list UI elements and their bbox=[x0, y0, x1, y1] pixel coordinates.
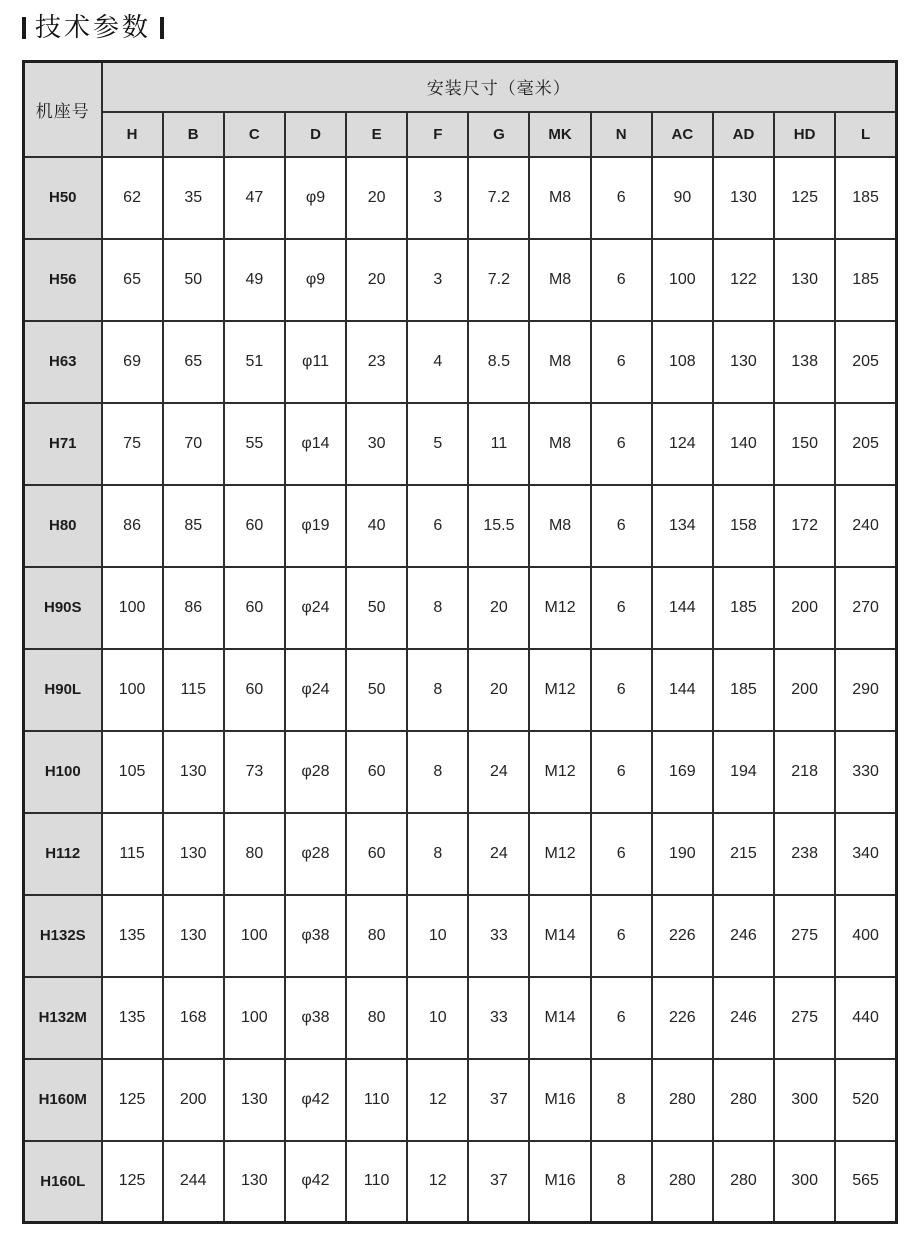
column-header-g: G bbox=[468, 112, 529, 157]
cell-h56-e: 20 bbox=[346, 239, 407, 321]
row-label-h63: H63 bbox=[24, 321, 102, 403]
cell-h100-g: 24 bbox=[468, 731, 529, 813]
title-left-bar-decoration bbox=[22, 17, 26, 39]
row-label-h56: H56 bbox=[24, 239, 102, 321]
cell-h90l-e: 50 bbox=[346, 649, 407, 731]
cell-h160l-n: 8 bbox=[591, 1141, 652, 1223]
column-header-n: N bbox=[591, 112, 652, 157]
cell-h90s-f: 8 bbox=[407, 567, 468, 649]
cell-h90l-l: 290 bbox=[835, 649, 896, 731]
cell-h160l-g: 37 bbox=[468, 1141, 529, 1223]
cell-h63-e: 23 bbox=[346, 321, 407, 403]
column-header-hd: HD bbox=[774, 112, 835, 157]
cell-h90l-g: 20 bbox=[468, 649, 529, 731]
cell-h50-e: 20 bbox=[346, 157, 407, 239]
cell-h112-l: 340 bbox=[835, 813, 896, 895]
column-header-e: E bbox=[346, 112, 407, 157]
cell-h160l-ac: 280 bbox=[652, 1141, 713, 1223]
cell-h160m-hd: 300 bbox=[774, 1059, 835, 1141]
cell-h132m-b: 168 bbox=[163, 977, 224, 1059]
cell-h132s-mk: M14 bbox=[529, 895, 590, 977]
cell-h90l-n: 6 bbox=[591, 649, 652, 731]
column-header-f: F bbox=[407, 112, 468, 157]
cell-h50-d: φ9 bbox=[285, 157, 346, 239]
column-header-d: D bbox=[285, 112, 346, 157]
cell-h71-g: 11 bbox=[468, 403, 529, 485]
cell-h112-g: 24 bbox=[468, 813, 529, 895]
cell-h90l-hd: 200 bbox=[774, 649, 835, 731]
cell-h80-h: 86 bbox=[102, 485, 163, 567]
cell-h50-b: 35 bbox=[163, 157, 224, 239]
cell-h90s-l: 270 bbox=[835, 567, 896, 649]
cell-h56-hd: 130 bbox=[774, 239, 835, 321]
cell-h63-c: 51 bbox=[224, 321, 285, 403]
cell-h112-hd: 238 bbox=[774, 813, 835, 895]
cell-h90l-f: 8 bbox=[407, 649, 468, 731]
cell-h90l-ad: 185 bbox=[713, 649, 774, 731]
cell-h132s-e: 80 bbox=[346, 895, 407, 977]
cell-h132m-c: 100 bbox=[224, 977, 285, 1059]
cell-h160m-g: 37 bbox=[468, 1059, 529, 1141]
table-row-h71 bbox=[24, 403, 897, 485]
cell-h132m-mk: M14 bbox=[529, 977, 590, 1059]
row-label-h100: H100 bbox=[24, 731, 102, 813]
cell-h112-mk: M12 bbox=[529, 813, 590, 895]
cell-h160l-l: 565 bbox=[835, 1141, 896, 1223]
cell-h132s-d: φ38 bbox=[285, 895, 346, 977]
cell-h132m-d: φ38 bbox=[285, 977, 346, 1059]
cell-h80-d: φ19 bbox=[285, 485, 346, 567]
row-label-h90s: H90S bbox=[24, 567, 102, 649]
column-header-b: B bbox=[163, 112, 224, 157]
cell-h132s-c: 100 bbox=[224, 895, 285, 977]
cell-h71-h: 75 bbox=[102, 403, 163, 485]
row-label-h112: H112 bbox=[24, 813, 102, 895]
cell-h80-e: 40 bbox=[346, 485, 407, 567]
cell-h160l-f: 12 bbox=[407, 1141, 468, 1223]
cell-h132m-ac: 226 bbox=[652, 977, 713, 1059]
cell-h160l-h: 125 bbox=[102, 1141, 163, 1223]
cell-h100-c: 73 bbox=[224, 731, 285, 813]
column-header-c: C bbox=[224, 112, 285, 157]
cell-h160l-ad: 280 bbox=[713, 1141, 774, 1223]
cell-h90l-b: 115 bbox=[163, 649, 224, 731]
table-row-h132s bbox=[24, 895, 897, 977]
cell-h100-f: 8 bbox=[407, 731, 468, 813]
group-header-mounting-dimensions: 安装尺寸（毫米） bbox=[102, 62, 897, 112]
table-row-h100 bbox=[24, 731, 897, 813]
cell-h71-hd: 150 bbox=[774, 403, 835, 485]
cell-h63-hd: 138 bbox=[774, 321, 835, 403]
table-row-h90s bbox=[24, 567, 897, 649]
cell-h90s-ad: 185 bbox=[713, 567, 774, 649]
cell-h50-ac: 90 bbox=[652, 157, 713, 239]
column-header-ac: AC bbox=[652, 112, 713, 157]
cell-h50-c: 47 bbox=[224, 157, 285, 239]
row-label-h132m: H132M bbox=[24, 977, 102, 1059]
cell-h112-d: φ28 bbox=[285, 813, 346, 895]
table-row-h80 bbox=[24, 485, 897, 567]
cell-h90s-hd: 200 bbox=[774, 567, 835, 649]
cell-h100-n: 6 bbox=[591, 731, 652, 813]
cell-h50-hd: 125 bbox=[774, 157, 835, 239]
cell-h160l-hd: 300 bbox=[774, 1141, 835, 1223]
cell-h50-n: 6 bbox=[591, 157, 652, 239]
cell-h90s-ac: 144 bbox=[652, 567, 713, 649]
cell-h132m-g: 33 bbox=[468, 977, 529, 1059]
cell-h71-d: φ14 bbox=[285, 403, 346, 485]
cell-h56-l: 185 bbox=[835, 239, 896, 321]
cell-h71-ad: 140 bbox=[713, 403, 774, 485]
cell-h50-l: 185 bbox=[835, 157, 896, 239]
cell-h63-l: 205 bbox=[835, 321, 896, 403]
technical-parameters-table bbox=[22, 60, 898, 1224]
table-row-h160m bbox=[24, 1059, 897, 1141]
cell-h112-f: 8 bbox=[407, 813, 468, 895]
cell-h80-l: 240 bbox=[835, 485, 896, 567]
cell-h56-ad: 122 bbox=[713, 239, 774, 321]
cell-h160m-b: 200 bbox=[163, 1059, 224, 1141]
cell-h80-n: 6 bbox=[591, 485, 652, 567]
cell-h160m-ac: 280 bbox=[652, 1059, 713, 1141]
cell-h56-d: φ9 bbox=[285, 239, 346, 321]
cell-h132m-e: 80 bbox=[346, 977, 407, 1059]
cell-h50-h: 62 bbox=[102, 157, 163, 239]
cell-h90s-mk: M12 bbox=[529, 567, 590, 649]
cell-h71-f: 5 bbox=[407, 403, 468, 485]
cell-h71-b: 70 bbox=[163, 403, 224, 485]
cell-h90s-g: 20 bbox=[468, 567, 529, 649]
cell-h112-b: 130 bbox=[163, 813, 224, 895]
cell-h71-mk: M8 bbox=[529, 403, 590, 485]
cell-h56-b: 50 bbox=[163, 239, 224, 321]
cell-h160l-b: 244 bbox=[163, 1141, 224, 1223]
cell-h63-b: 65 bbox=[163, 321, 224, 403]
cell-h80-f: 6 bbox=[407, 485, 468, 567]
table-row-h132m bbox=[24, 977, 897, 1059]
row-label-h132s: H132S bbox=[24, 895, 102, 977]
cell-h90s-e: 50 bbox=[346, 567, 407, 649]
cell-h90s-b: 86 bbox=[163, 567, 224, 649]
cell-h132s-g: 33 bbox=[468, 895, 529, 977]
cell-h160m-h: 125 bbox=[102, 1059, 163, 1141]
cell-h112-ac: 190 bbox=[652, 813, 713, 895]
cell-h71-n: 6 bbox=[591, 403, 652, 485]
cell-h56-f: 3 bbox=[407, 239, 468, 321]
cell-h132m-f: 10 bbox=[407, 977, 468, 1059]
cell-h80-ac: 134 bbox=[652, 485, 713, 567]
cell-h112-c: 80 bbox=[224, 813, 285, 895]
column-header-ad: AD bbox=[713, 112, 774, 157]
row-label-h160l: H160L bbox=[24, 1141, 102, 1223]
cell-h71-l: 205 bbox=[835, 403, 896, 485]
row-label-h90l: H90L bbox=[24, 649, 102, 731]
cell-h71-ac: 124 bbox=[652, 403, 713, 485]
cell-h63-d: φ11 bbox=[285, 321, 346, 403]
cell-h132m-n: 6 bbox=[591, 977, 652, 1059]
cell-h100-ac: 169 bbox=[652, 731, 713, 813]
cell-h132s-l: 400 bbox=[835, 895, 896, 977]
cell-h132m-ad: 246 bbox=[713, 977, 774, 1059]
table-row-h50 bbox=[24, 157, 897, 239]
cell-h112-e: 60 bbox=[346, 813, 407, 895]
corner-header-frame-number: 机座号 bbox=[24, 62, 102, 157]
cell-h160l-mk: M16 bbox=[529, 1141, 590, 1223]
cell-h50-mk: M8 bbox=[529, 157, 590, 239]
title-right-bar-decoration bbox=[160, 17, 164, 39]
cell-h71-e: 30 bbox=[346, 403, 407, 485]
cell-h132s-n: 6 bbox=[591, 895, 652, 977]
cell-h63-h: 69 bbox=[102, 321, 163, 403]
cell-h100-b: 130 bbox=[163, 731, 224, 813]
cell-h80-hd: 172 bbox=[774, 485, 835, 567]
table-row-h56 bbox=[24, 239, 897, 321]
cell-h132m-l: 440 bbox=[835, 977, 896, 1059]
table-row-h63 bbox=[24, 321, 897, 403]
cell-h160l-e: 110 bbox=[346, 1141, 407, 1223]
cell-h112-ad: 215 bbox=[713, 813, 774, 895]
cell-h132s-b: 130 bbox=[163, 895, 224, 977]
column-header-row bbox=[24, 112, 897, 157]
cell-h100-mk: M12 bbox=[529, 731, 590, 813]
cell-h90s-c: 60 bbox=[224, 567, 285, 649]
cell-h160l-c: 130 bbox=[224, 1141, 285, 1223]
cell-h112-n: 6 bbox=[591, 813, 652, 895]
cell-h100-e: 60 bbox=[346, 731, 407, 813]
cell-h90s-n: 6 bbox=[591, 567, 652, 649]
cell-h112-h: 115 bbox=[102, 813, 163, 895]
cell-h160m-d: φ42 bbox=[285, 1059, 346, 1141]
cell-h90l-c: 60 bbox=[224, 649, 285, 731]
cell-h132s-hd: 275 bbox=[774, 895, 835, 977]
cell-h160m-f: 12 bbox=[407, 1059, 468, 1141]
cell-h56-g: 7.2 bbox=[468, 239, 529, 321]
cell-h80-ad: 158 bbox=[713, 485, 774, 567]
table-row-h90l bbox=[24, 649, 897, 731]
cell-h56-c: 49 bbox=[224, 239, 285, 321]
cell-h90l-ac: 144 bbox=[652, 649, 713, 731]
cell-h132s-ac: 226 bbox=[652, 895, 713, 977]
cell-h160l-d: φ42 bbox=[285, 1141, 346, 1223]
cell-h100-l: 330 bbox=[835, 731, 896, 813]
row-label-h50: H50 bbox=[24, 157, 102, 239]
row-label-h80: H80 bbox=[24, 485, 102, 567]
cell-h56-h: 65 bbox=[102, 239, 163, 321]
cell-h56-mk: M8 bbox=[529, 239, 590, 321]
cell-h160m-ad: 280 bbox=[713, 1059, 774, 1141]
column-header-h: H bbox=[102, 112, 163, 157]
page-title bbox=[22, 14, 898, 42]
cell-h80-mk: M8 bbox=[529, 485, 590, 567]
cell-h132m-h: 135 bbox=[102, 977, 163, 1059]
group-header-row bbox=[24, 62, 897, 112]
cell-h160m-n: 8 bbox=[591, 1059, 652, 1141]
cell-h63-f: 4 bbox=[407, 321, 468, 403]
cell-h132s-f: 10 bbox=[407, 895, 468, 977]
cell-h100-hd: 218 bbox=[774, 731, 835, 813]
cell-h80-g: 15.5 bbox=[468, 485, 529, 567]
cell-h90l-h: 100 bbox=[102, 649, 163, 731]
cell-h132m-hd: 275 bbox=[774, 977, 835, 1059]
table-row-h160l bbox=[24, 1141, 897, 1223]
cell-h63-ac: 108 bbox=[652, 321, 713, 403]
cell-h63-g: 8.5 bbox=[468, 321, 529, 403]
cell-h100-ad: 194 bbox=[713, 731, 774, 813]
table-row-h112 bbox=[24, 813, 897, 895]
cell-h100-d: φ28 bbox=[285, 731, 346, 813]
cell-h80-b: 85 bbox=[163, 485, 224, 567]
cell-h63-ad: 130 bbox=[713, 321, 774, 403]
cell-h160m-l: 520 bbox=[835, 1059, 896, 1141]
cell-h100-h: 105 bbox=[102, 731, 163, 813]
cell-h63-n: 6 bbox=[591, 321, 652, 403]
cell-h50-ad: 130 bbox=[713, 157, 774, 239]
cell-h90s-d: φ24 bbox=[285, 567, 346, 649]
cell-h80-c: 60 bbox=[224, 485, 285, 567]
cell-h56-ac: 100 bbox=[652, 239, 713, 321]
cell-h160m-c: 130 bbox=[224, 1059, 285, 1141]
cell-h56-n: 6 bbox=[591, 239, 652, 321]
cell-h132s-ad: 246 bbox=[713, 895, 774, 977]
cell-h63-mk: M8 bbox=[529, 321, 590, 403]
cell-h71-c: 55 bbox=[224, 403, 285, 485]
cell-h132s-h: 135 bbox=[102, 895, 163, 977]
cell-h50-f: 3 bbox=[407, 157, 468, 239]
column-header-l: L bbox=[835, 112, 896, 157]
row-label-h160m: H160M bbox=[24, 1059, 102, 1141]
cell-h160m-mk: M16 bbox=[529, 1059, 590, 1141]
cell-h90s-h: 100 bbox=[102, 567, 163, 649]
cell-h90l-d: φ24 bbox=[285, 649, 346, 731]
page-title-text: 技术参数 bbox=[35, 13, 152, 43]
row-label-h71: H71 bbox=[24, 403, 102, 485]
cell-h50-g: 7.2 bbox=[468, 157, 529, 239]
column-header-mk: MK bbox=[529, 112, 590, 157]
cell-h90l-mk: M12 bbox=[529, 649, 590, 731]
cell-h160m-e: 110 bbox=[346, 1059, 407, 1141]
